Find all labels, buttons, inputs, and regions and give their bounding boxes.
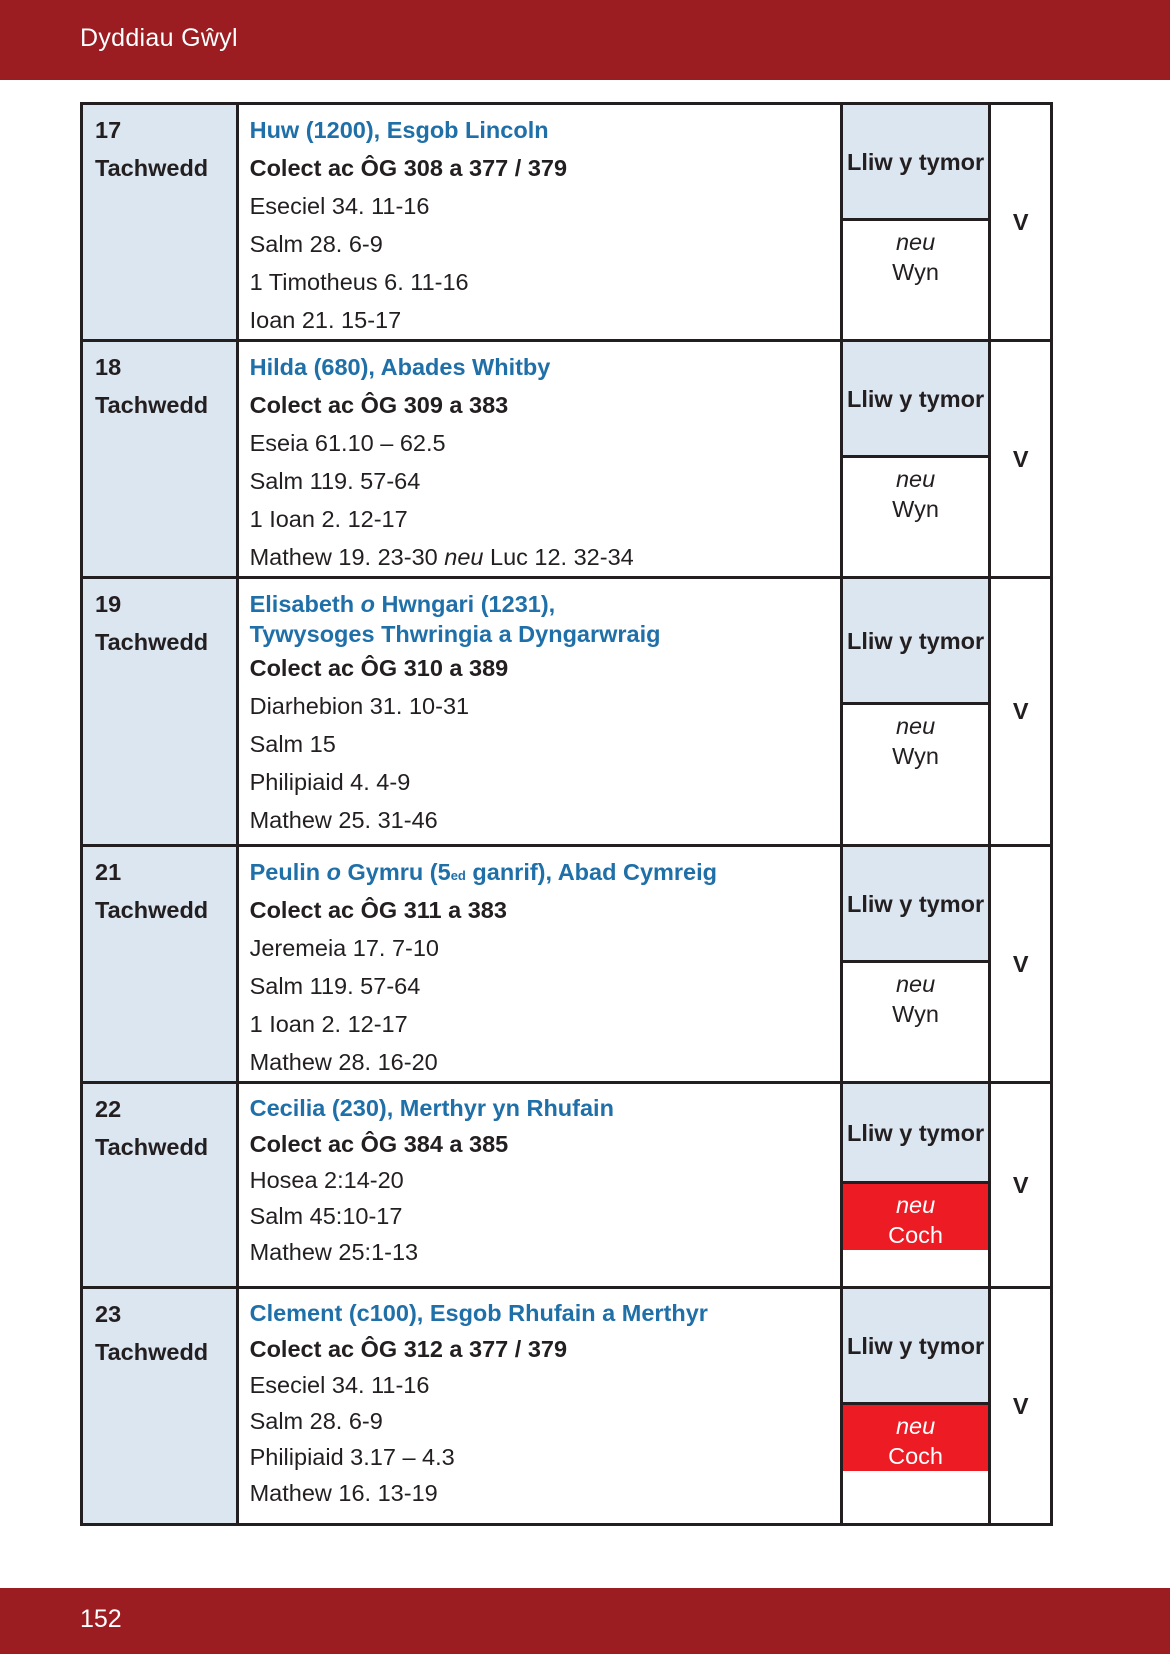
day-number: 19 [95, 591, 122, 617]
liturgical-colour-cell [841, 104, 990, 341]
liturgical-colour-cell [841, 1288, 990, 1525]
season-colour: Lliw y tymor [843, 579, 989, 705]
colour-name: Coch [888, 1222, 944, 1248]
collect-line: Colect ac ÔG 309 a 383 [249, 392, 509, 418]
reading: Eseciel 34. 11-16 [249, 1372, 430, 1398]
reading: 1 Timotheus 6. 11-16 [249, 269, 469, 295]
saint-title [250, 585, 840, 619]
info-cell [237, 1288, 841, 1525]
saint-title: Clement (c100), Esgob Rhufain a Merthyr [249, 1300, 708, 1326]
footer-band [0, 1588, 1170, 1654]
info-cell [237, 1083, 841, 1288]
table-row [82, 578, 1052, 846]
month-name: Tachwedd [95, 897, 209, 923]
season-colour: Lliw y tymor [843, 105, 989, 221]
reading: Salm 45:10-17 [249, 1203, 403, 1229]
liturgical-colour-cell [841, 846, 990, 1083]
collect-line: Colect ac ÔG 312 a 377 / 379 [249, 1336, 568, 1362]
date-cell [82, 1288, 238, 1525]
or-label: neu [444, 544, 484, 570]
table-row [82, 846, 1052, 1083]
reading: Diarhebion 31. 10-31 [249, 693, 470, 719]
reading: Jeremeia 17. 7-10 [249, 935, 440, 961]
liturgical-colour-cell [841, 1083, 990, 1288]
reading: Salm 119. 57-64 [249, 468, 421, 494]
reading: Salm 15 [249, 731, 336, 757]
or-label: neu [895, 713, 936, 739]
month-name: Tachwedd [95, 155, 209, 181]
alternative-colour [843, 458, 989, 524]
saint-name-connector: o [326, 859, 341, 885]
or-label: neu [895, 466, 936, 492]
table-row [82, 104, 1052, 341]
season-colour: Lliw y tymor [843, 847, 989, 963]
colour-name: Wyn [892, 1001, 939, 1027]
info-cell [237, 104, 841, 341]
or-label: neu [895, 229, 936, 255]
observance-mark: V [990, 846, 1052, 1083]
ordinal-suffix: ed [450, 868, 466, 883]
saint-title-line-2: Tywysoges Thwringia a Dyngarwraig [249, 621, 661, 647]
saint-role: ganrif), Abad Cymreig [472, 859, 718, 885]
reading: Mathew 25. 31-46 [249, 807, 438, 833]
page-number: 152 [80, 1605, 122, 1633]
saint-title: Huw (1200), Esgob Lincoln [249, 117, 549, 143]
day-number: 21 [95, 859, 122, 885]
reading: Ioan 21. 15-17 [249, 307, 402, 333]
reading: Philipiaid 4. 4-9 [249, 769, 411, 795]
reading: Philipiaid 3.17 – 4.3 [249, 1444, 455, 1470]
month-name: Tachwedd [95, 1134, 209, 1160]
day-number: 17 [95, 117, 122, 143]
saint-title: Cecilia (230), Merthyr yn Rhufain [249, 1095, 614, 1121]
reading: 1 Ioan 2. 12-17 [249, 1011, 408, 1037]
or-label: neu [895, 1192, 936, 1218]
reading: Eseia 61.10 – 62.5 [249, 430, 446, 456]
collect-line: Colect ac ÔG 308 a 377 / 379 [249, 155, 568, 181]
season-colour: Lliw y tymor [843, 342, 989, 458]
gospel-reading [250, 538, 840, 576]
saint-name: Peulin [249, 859, 321, 885]
season-colour: Lliw y tymor [843, 1289, 989, 1405]
day-number: 23 [95, 1301, 122, 1327]
table-row [82, 341, 1052, 578]
observance-mark: V [990, 578, 1052, 846]
colour-name: Wyn [892, 496, 939, 522]
alternative-colour [843, 705, 989, 771]
date-cell [82, 846, 238, 1083]
saint-title: Hilda (680), Abades Whitby [249, 354, 551, 380]
day-number: 18 [95, 354, 122, 380]
collect-line: Colect ac ÔG 311 a 383 [249, 897, 507, 923]
date-cell [82, 578, 238, 846]
reading: Hosea 2:14-20 [249, 1167, 404, 1193]
info-cell [237, 578, 841, 846]
liturgical-colour-cell [841, 341, 990, 578]
alternative-colour [843, 221, 989, 287]
reading: Salm 119. 57-64 [249, 973, 421, 999]
alternative-colour [843, 1405, 989, 1471]
running-header: Dyddiau Gŵyl [80, 24, 238, 52]
date-cell [82, 341, 238, 578]
date-cell [82, 1083, 238, 1288]
day-number: 22 [95, 1096, 122, 1122]
reading: 1 Ioan 2. 12-17 [249, 506, 408, 532]
saint-place: Gymru (5 [347, 859, 451, 885]
month-name: Tachwedd [95, 629, 209, 655]
or-label: neu [895, 1413, 936, 1439]
colour-name: Wyn [892, 743, 939, 769]
reading: Mathew 16. 13-19 [249, 1480, 438, 1506]
colour-name: Wyn [892, 259, 939, 285]
month-name: Tachwedd [95, 1339, 209, 1365]
info-cell [237, 846, 841, 1083]
gospel-option-a: Mathew 19. 23-30 [249, 544, 438, 570]
gospel-option-b: Luc 12. 32-34 [490, 544, 634, 570]
reading: Mathew 25:1-13 [249, 1239, 419, 1265]
observance-mark: V [990, 104, 1052, 341]
collect-line: Colect ac ÔG 310 a 389 [249, 655, 509, 681]
table-row [82, 1083, 1052, 1288]
alternative-colour [843, 1184, 989, 1250]
liturgical-colour-cell [841, 578, 990, 846]
saint-name: Elisabeth [249, 591, 355, 617]
observance-mark: V [990, 1288, 1052, 1525]
reading: Salm 28. 6-9 [249, 231, 383, 257]
or-label: neu [895, 971, 936, 997]
observance-mark: V [990, 1083, 1052, 1288]
observance-mark: V [990, 341, 1052, 578]
alternative-colour [843, 963, 989, 1029]
info-cell [237, 341, 841, 578]
reading: Eseciel 34. 11-16 [249, 193, 430, 219]
feast-days-table [80, 102, 1053, 1526]
saint-name-connector: o [360, 591, 375, 617]
date-cell [82, 104, 238, 341]
saint-place-year: Hwngari (1231), [381, 591, 556, 617]
table-row [82, 1288, 1052, 1525]
collect-line: Colect ac ÔG 384 a 385 [249, 1131, 509, 1157]
colour-name: Coch [888, 1443, 944, 1469]
saint-title [250, 853, 840, 891]
season-colour: Lliw y tymor [843, 1084, 989, 1184]
reading: Mathew 28. 16-20 [249, 1049, 438, 1075]
month-name: Tachwedd [95, 392, 209, 418]
reading: Salm 28. 6-9 [249, 1408, 383, 1434]
header-band [0, 0, 1170, 80]
